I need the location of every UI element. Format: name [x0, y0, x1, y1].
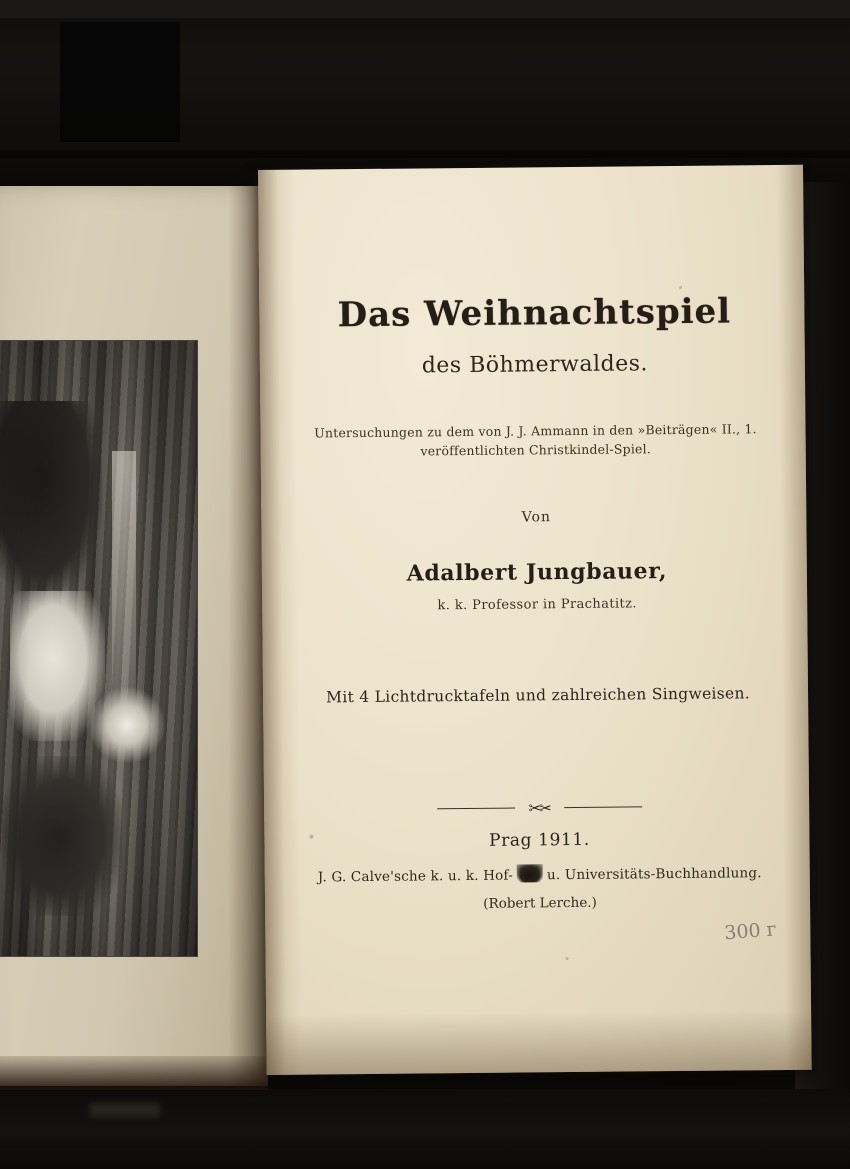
publisher-alternate-name: (Robert Lerche.): [483, 894, 597, 912]
book-title: Das Weihnachtspiel: [337, 291, 732, 336]
publisher-crest-icon: [517, 864, 543, 882]
rule-line-right: [564, 806, 642, 808]
scanner-background-top: [0, 0, 850, 182]
title-page: [258, 165, 812, 1075]
publisher-name-part-1: J. G. Calve'sche k. u. k. Hof-: [317, 867, 514, 886]
left-page-frontispiece: [0, 186, 268, 1086]
rule-line-left: [437, 808, 515, 810]
title-page-content: [298, 165, 777, 1074]
scanner-background-bottom: [0, 1089, 850, 1169]
plate-vignette: [0, 341, 197, 956]
scanner-dark-patch: [60, 22, 180, 142]
ornament-icon: ✂✂: [528, 799, 550, 818]
book-subtitle: des Böhmerwaldes.: [421, 351, 649, 379]
decorative-rule: [437, 799, 642, 818]
left-page-bottom-shadow: [0, 1056, 268, 1090]
author-role: k. k. Professor in Prachatitz.: [437, 596, 637, 614]
by-label: Von: [521, 509, 552, 526]
place-and-year: Prag 1911.: [489, 829, 590, 851]
scanner-shadow-line: [0, 150, 850, 158]
title-page-note-line-1: Untersuchungen zu dem von J. J. Ammann in den »Beiträgen« II., 1.: [314, 421, 757, 441]
title-page-gutter-shadow: [258, 170, 303, 1075]
pencil-annotation: 300 г: [723, 918, 778, 945]
scanner-glare-strip: [0, 0, 850, 18]
publisher-line: [305, 862, 775, 886]
title-page-note: [300, 419, 770, 462]
scanner-smudge: [90, 1103, 160, 1117]
photographic-plate-frontispiece: [0, 341, 197, 956]
edition-note: Mit 4 Lichtdrucktafeln und zahlreichen Singweisen.: [326, 684, 751, 707]
publisher-name-part-2: u. Universitäts-Buchhandlung.: [546, 865, 762, 884]
author-name: Adalbert Jungbauer,: [406, 558, 668, 587]
title-page-note-line-2: veröffentlichten Christkindel-Spiel.: [420, 441, 652, 459]
